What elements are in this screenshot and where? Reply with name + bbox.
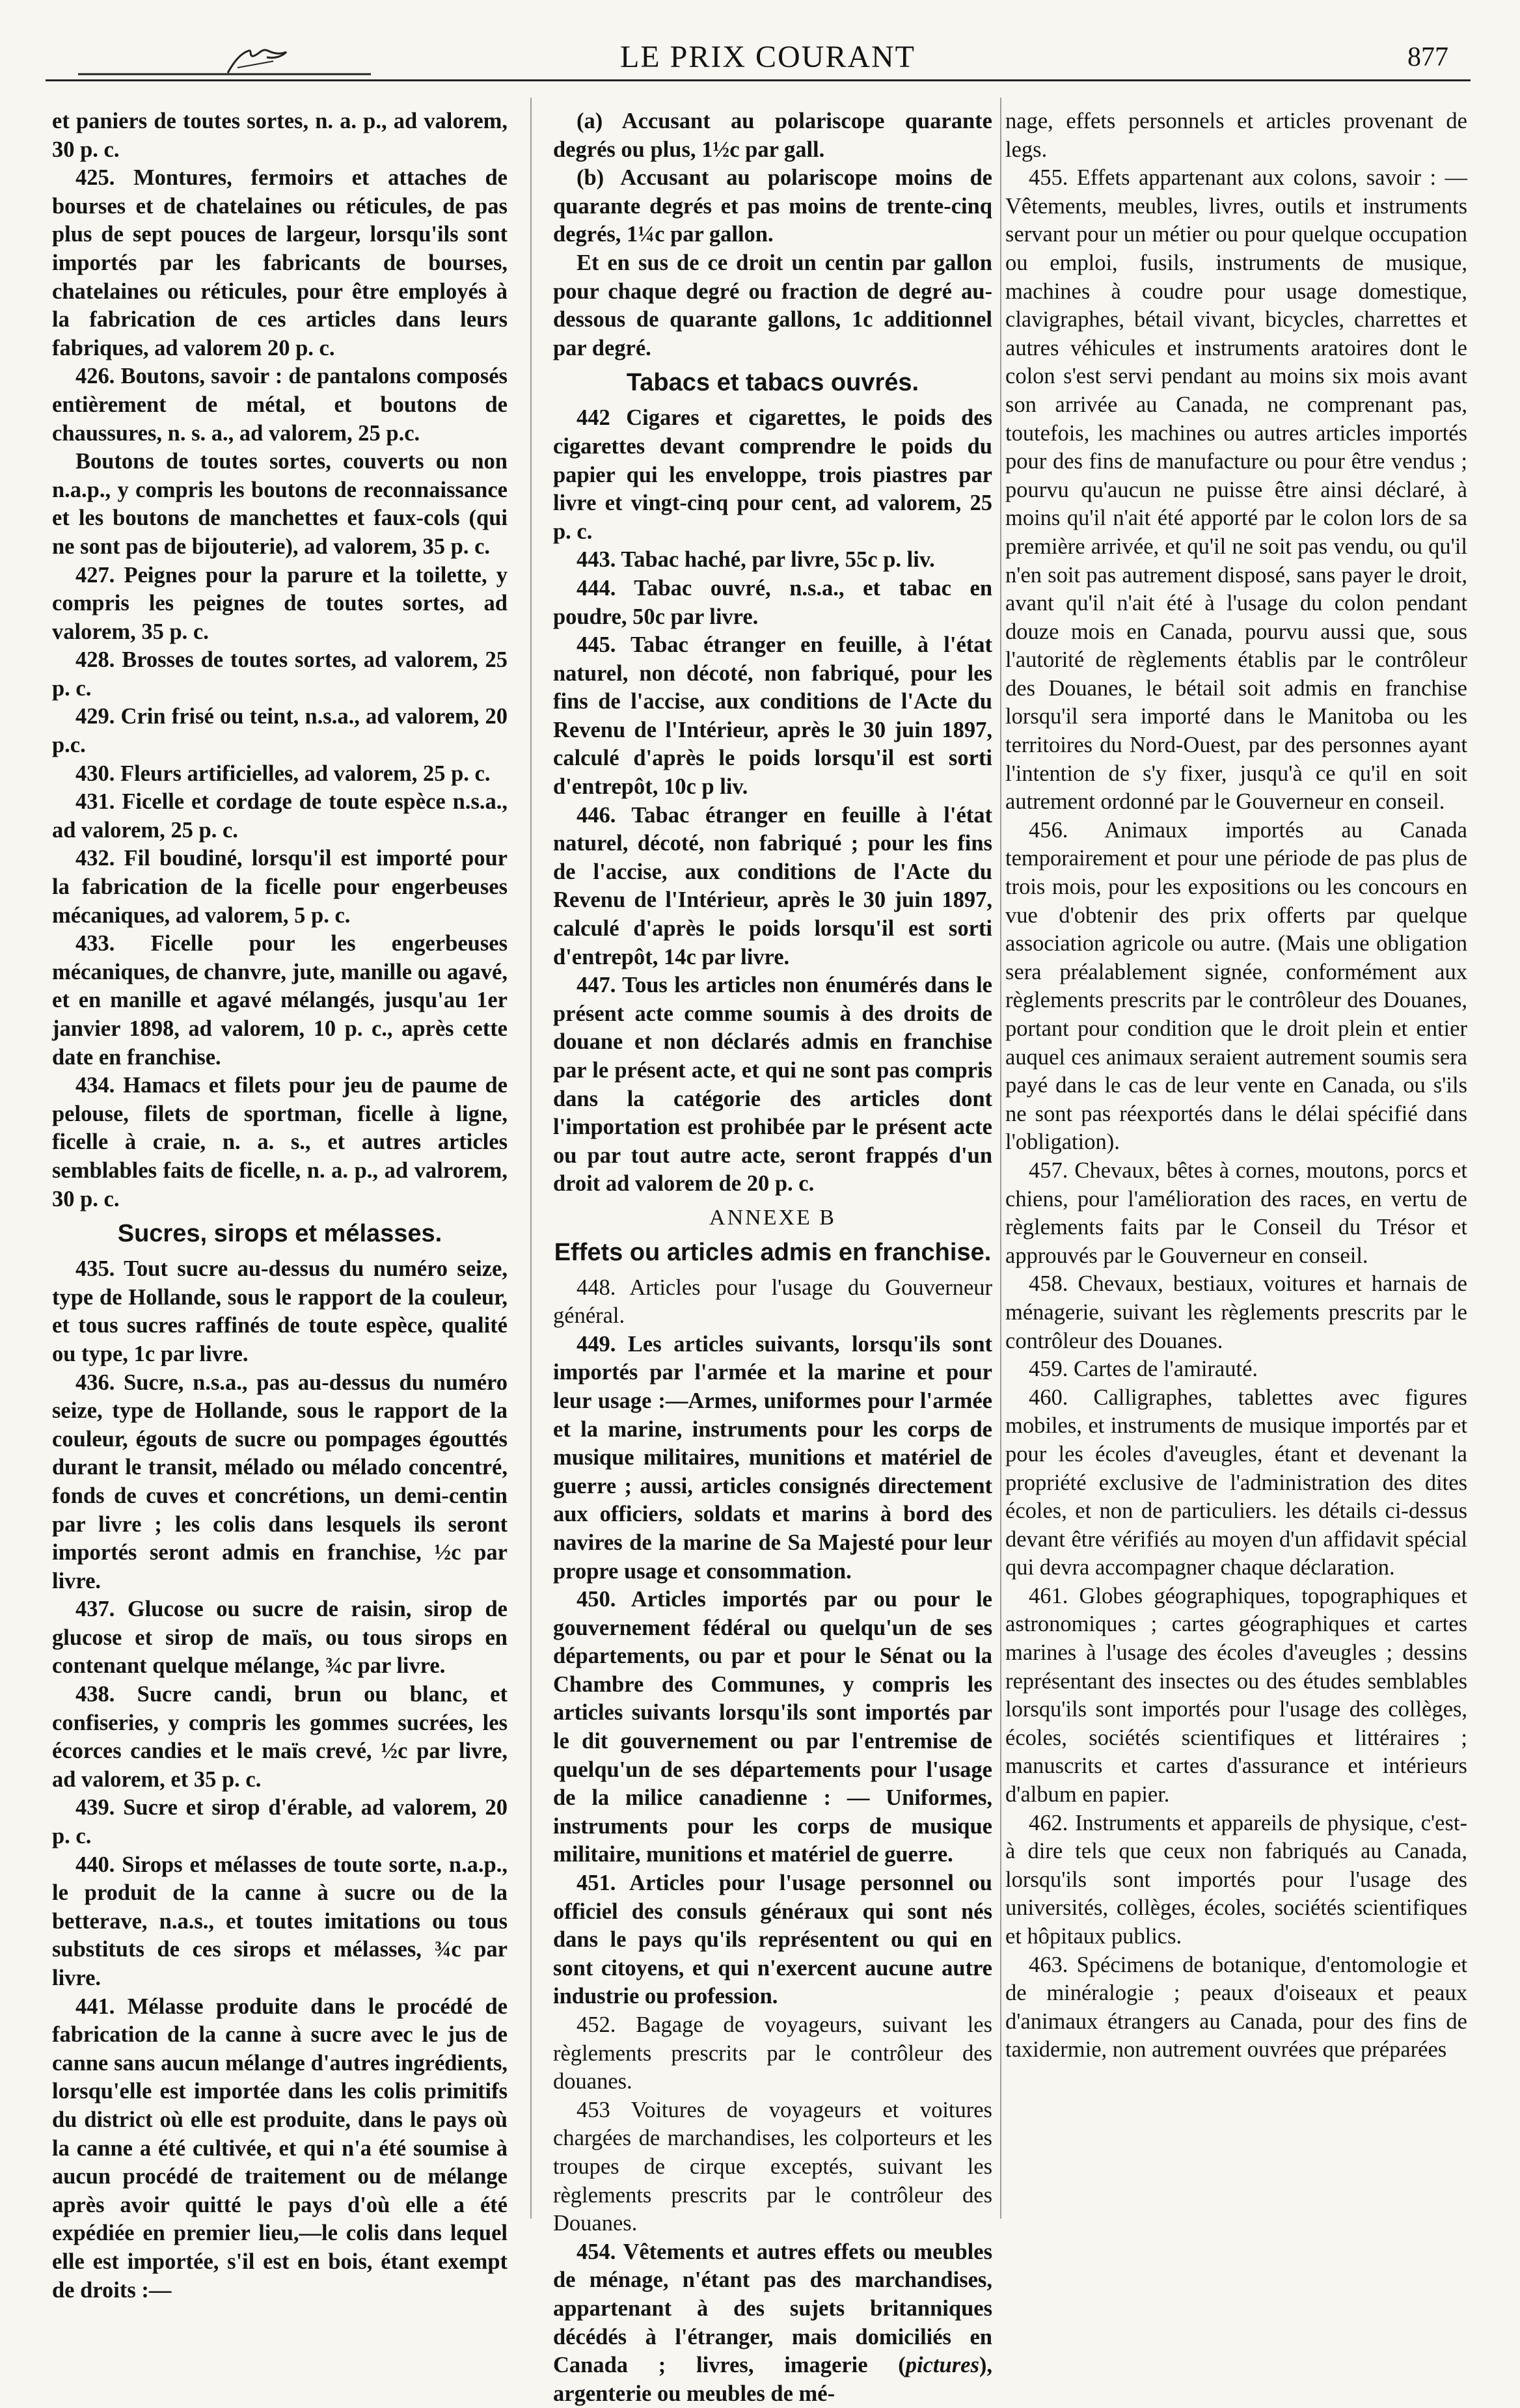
paragraph-431: 431. Ficelle et cordage de toute espèce n.s.a., ad valorem, 25 p. c. (52, 789, 508, 843)
paragraph-459: 459. Cartes de l'amirauté. (1029, 1357, 1258, 1382)
paragraph-449: 449. Les articles suivants, lorsqu'ils sont importés par l'armée et la marine et pour leur usage :—Armes, uniformes pour l'armée et la marine, instruments pour les corps de musique militaires, munitions et matériel de guerre ; aussi, articles consignés directement aux officiers, soldats et marins à bord des navires de la marine de Sa Majesté pour leur propre usage et consommation. (553, 1331, 992, 1584)
paragraph-439: 439. Sucre et sirop d'érable, ad valorem, 20 p. c. (52, 1795, 508, 1849)
section-heading-tabacs: Tabacs et tabacs ouvrés. (626, 369, 919, 397)
column-middle (553, 107, 992, 2406)
paragraph-444: 444. Tabac ouvré, n.s.a., et tabac en poudre, 50c par livre. (553, 575, 992, 629)
paragraph-438: 438. Sucre candi, brun ou blanc, et confiseries, y compris les gommes sucrées, les écorces candies et le maïs crevé, ½c par livre, ad valorem, et 35 p. c. (52, 1682, 508, 1792)
paragraph-457: 457. Chevaux, bêtes à cornes, moutons, porcs et chiens, pour l'amélioration des races, en vertu de règlements faits par le Conseil du Trésor et approuvés par le Gouverneur en conseil. (1005, 1157, 1467, 1268)
header-rule (46, 79, 1471, 81)
paragraph-454 (553, 2238, 992, 2408)
paragraph-441: 441. Mélasse produite dans le procédé de fabrication de la canne à sucre avec le jus de canne sans aucun mélange d'autres ingrédients, lorsqu'elle est importée dans les colis primitifs du district où elle est produite, dans le pays où la canne a été cultivée, et qui n'a été soumise à aucun procédé de traitement ou de mélange après avoir quitté le pays d'où elle a été expédiée en premier lieu,—le colis dans lequel elle est importée, s'il est en bois, étant exempt de droits :— (52, 1994, 508, 2303)
paragraph-429: 429. Crin frisé ou teint, n.s.a., ad valorem, 20 p.c. (52, 704, 508, 758)
paragraph: et paniers de toutes sortes, n. a. p., ad valorem, 30 p. c. (52, 109, 508, 162)
paragraph-a: (a) Accusant au polariscope quarante degrés ou plus, 1½c par gall. (553, 109, 992, 162)
section-heading-sucres: Sucres, sirops et mélasses. (117, 1220, 442, 1248)
page-header (0, 39, 1520, 91)
paragraph-b: (b) Accusant au polariscope moins de quarante degrés et pas moins de trente-cinq degrés, 1¼c par gallon. (553, 165, 992, 247)
column-divider (530, 98, 532, 2219)
paragraph-432: 432. Fil boudiné, lorsqu'il est importé pour la fabrication de la ficelle pour engerbeuses mécaniques, ad valorem, 5 p. c. (52, 846, 508, 928)
paragraph-427: 427. Peignes pour la parure et la toilette, y compris les peignes de toutes sortes, ad valorem, 35 p. c. (52, 562, 508, 644)
paragraph-433: 433. Ficelle pour les engerbeuses mécaniques, de chanvre, jute, manille ou agavé, et en manille et agavé mélangés, jusqu'au 1er janvier 1898, ad valorem, 10 p. c., après cette date en franchise. (52, 931, 508, 1070)
column-right (1005, 107, 1467, 2235)
page-title: LE PRIX COURANT (619, 40, 916, 74)
paragraph-463: 463. Spécimens de botanique, d'entomologie et de minéralogie ; peaux d'oiseaux et peaux d'animaux étrangers au Canada, pour des fins de taxidermie, non autrement ouvrées que préparées (1005, 1952, 1467, 2063)
paragraph-436: 436. Sucre, n.s.a., pas au-dessus du numéro seize, type de Hollande, sous le rapport de la couleur, égouts de sucre ou pompages égouttés durant le transit, mélado ou mélado concentré, fonds de cuves et concrétions, un demi-centin par livre ; les colis dans lesquels ils seront importés seront admis en franchise, ½c par livre. (52, 1370, 508, 1593)
page-number: 877 (1407, 42, 1448, 72)
paragraph-443: 443. Tabac haché, par livre, 55c p. liv. (577, 547, 935, 573)
paragraph-442: 442 Cigares et cigarettes, le poids des cigarettes devant comprendre le poids du papier qui les enveloppe, trois piastres par livre et vingt-cinq pour cent, ad valorem, 25 p. c. (553, 405, 992, 544)
paragraph-454-text: 454. Vêtements et autres effets ou meubles de ménage, n'étant pas des marchandises, appartenant à des sujets britanniques décédés à l'étranger, mais domiciliés en Canada ; livres, imagerie ( (553, 2239, 992, 2378)
paragraph-447: 447. Tous les articles non énumérés dans le présent acte comme soumis à des droits de douane et non déclarés admis en franchise par le présent acte, et qui ne sont pas compris dans la catégorie des articles dont l'importation est prohibée par le présent acte ou par tout autre acte, seront frappés d'un droit ad valorem de 20 p. c. (553, 973, 992, 1197)
paragraph-458: 458. Chevaux, bestiaux, voitures et harnais de ménagerie, suivant les règlements prescrits par le contrôleur des Douanes. (1005, 1271, 1467, 1353)
paragraph-461: 461. Globes géographiques, topographiques et astronomiques ; cartes géographiques et cartes marines à l'usage des écoles d'aveugles ; dessins représentant des insectes ou des études semblables lorsqu'ils sont importés pour l'usage des collèges, écoles, sociétés scientifiques et littéraires ; manuscrits et cartes d'assurance et intérieurs d'album en papier. (1005, 1583, 1467, 1807)
paragraph-430: 430. Fleurs artificielles, ad valorem, 25 p. c. (75, 761, 491, 786)
paragraph-428: 428. Brosses de toutes sortes, ad valorem, 25 p. c. (52, 647, 508, 701)
paragraph-c: Et en sus de ce droit un centin par gallon pour chaque degré ou fraction de degré au-dessous de quarante gallons, 1c additionnel par degré. (553, 250, 992, 360)
paragraph-446: 446. Tabac étranger en feuille à l'état naturel, décoté, non fabriqué ; pour les fins de l'accise, aux conditions de l'Acte du Revenu de l'Intérieur, après le 30 juin 1897, calculé d'après le poids lorsqu'il est sorti d'entrepôt, 14c par livre. (553, 802, 992, 969)
paragraph-456: 456. Animaux importés au Canada temporairement et pour une période de pas plus de trois mois, pour les expositions ou les concours en vue d'obtenir des prix offerts par quelque association agricole ou autre. (Mais une obligation sera préalablement signée, conformément aux règlements prescrits par le contrôleur des Douanes, portant pour condition que le droit plein et entier auquel ces animaux seraient autrement soumis sera payé dans le cas de leur vente en Canada, ou s'ils ne sont pas réexportés dans le délai spécifié dans l'obligation). (1005, 817, 1467, 1155)
paragraph-451: 451. Articles pour l'usage personnel ou officiel des consuls généraux qui sont nés dans le pays qu'ils représentent ou qui en sont citoyens, et qui n'exercent aucune autre industrie ou profession. (553, 1871, 992, 2009)
paragraph-440: 440. Sirops et mélasses de toute sorte, n.a.p., le produit de la canne à sucre ou de la betterave, n.a.s., et toutes imitations ou tous substituts de ces sirops et mélasses, ¾c par livre. (52, 1852, 508, 1990)
paragraph: nage, effets personnels et articles provenant de legs. (1005, 109, 1467, 162)
paragraph-455: 455. Effets appartenant aux colons, savoir : — Vêtements, meubles, livres, outils et instruments servant pour un métier ou pour quelque occupation ou emploi, fusils, instruments de musique, machines à coudre pour usage domestique, clavigraphes, bétail vivant, bicycles, charrettes et autres véhicules et instruments aratoires dont le colon s'est servi pendant au moins six mois avant son arrivée au Canada, ne comprenant pas, toutefois, les machines ou autres articles importés pour des fins de manufacture ou pour être vendus ; pourvu qu'aucun ne puisse être ainsi déclaré, à moins qu'il n'ait été apporté par le colon lors de sa première arrivée, et qu'il ne soit pas vendu, ou qu'il n'en soit pas autrement disposé, sans payer le droit, avant qu'il n'ait été à l'usage du colon pendant douze mois en Canada, pourvu aussi que, sous l'autorité de règlements établis par le contrôleur des Douanes, le bétail soit admis en franchise lorsqu'il sera importé dans le Manitoba ou les territoires du Nord-Ouest, par des personnes ayant l'intention de s'y fixer, jusqu'à ce qu'il en soit autrement ordonné par le Gouverneur en conseil. (1005, 165, 1467, 815)
paragraph-425: 425. Montures, fermoirs et attaches de bourses et de chatelaines ou réticules, de pas plus de sept pouces de largeur, lorsqu'ils sont importés par les fabricants de bourses, chatelaines ou réticules, pour être employés à la fabrication de ces articles dans leurs fabriques, ad valorem 20 p. c. (52, 165, 508, 360)
paragraph-460: 460. Calligraphes, tablettes avec figures mobiles, et instruments de musique importés par et pour les écoles d'aveugles, étant et devenant la propriété exclusive de l'administration des dites écoles, et non de particuliers. les détails ci-dessus devant être vérifiés au moyen d'un affidavit spécial qui devra accompagner chaque déclaration. (1005, 1385, 1467, 1580)
paragraph-434: 434. Hamacs et filets pour jeu de paume de pelouse, filets de sportman, ficelle à ligne, ficelle à craie, n. a. s., et autres articles semblables faits de ficelle, n. a. p., ad valrorem, 30 p. c. (52, 1073, 508, 1211)
paragraph-452: 452. Bagage de voyageurs, suivant les règlements prescrits par le contrôleur des douanes. (553, 2012, 992, 2094)
paragraph-454-italic: pictures (905, 2353, 979, 2378)
annex-title: ANNEXE B (709, 1205, 836, 1230)
paragraph-426: 426. Boutons, savoir : de pantalons composés entièrement de métal, et boutons de chaussures, n. s. a., ad valorem, 25 p.c. (52, 364, 508, 446)
ornament-logo (78, 42, 377, 79)
paragraph-453: 453 Voitures de voyageurs et voitures chargées de marchandises, les colporteurs et les troupes de cirque exceptés, suivant les règlements prescrits par le contrôleur des Douanes. (553, 2097, 992, 2236)
paragraph-437: 437. Glucose ou sucre de raisin, sirop de glucose et sirop de maïs, ou tous sirops en contenant quelque mélange, ¾c par livre. (52, 1597, 508, 1679)
paragraph-435: 435. Tout sucre au-dessus du numéro seize, type de Hollande, sous le rapport de la couleur, et tous sucres raffinés de toute espèce, qualité ou type, 1c par livre. (52, 1256, 508, 1366)
paragraph-445: 445. Tabac étranger en feuille, à l'état naturel, non décoté, non fabriqué, pour les fins de l'accise, aux conditions de l'Acte du Revenu de l'Intérieur, après le 30 juin 1897, calculé d'après le poids lorsqu'il est sorti d'entrepôt, 10c p liv. (553, 632, 992, 800)
paragraph-454-end: ), argenterie ou meubles de mé- (553, 2353, 992, 2406)
column-left (52, 107, 508, 2303)
paragraph-462: 462. Instruments et appareils de physique, c'est-à dire tels que ceux non fabriqués au Canada, lorsqu'ils sont importés pour l'usage des universités, collèges, écoles, sociétés scientifiques et hôpitaux publics. (1005, 1810, 1467, 1949)
paragraph-426b: Boutons de toutes sortes, couverts ou non n.a.p., y compris les boutons de reconnaissance et les boutons de manchettes et faux-cols (qui ne sont pas de bijouterie), ad valorem, 35 p. c. (52, 449, 508, 559)
column-divider (1000, 98, 1001, 2219)
paragraph-448: 448. Articles pour l'usage du Gouverneur général. (553, 1275, 992, 1329)
paragraph-450: 450. Articles importés par ou pour le gouvernement fédéral ou quelqu'un de ses départements, ou par et pour le Sénat ou la Chambre des Communes, y compris les articles suivants lorsqu'ils sont importés par le dit gouvernement ou par l'entremise de quelqu'un de ses départements pour l'usage de la milice canadienne : — Uniformes, instruments pour les corps de musique militaire, munitions et matériel de guerre. (553, 1587, 992, 1867)
section-heading-effets: Effets ou articles admis en franchise. (554, 1238, 992, 1266)
